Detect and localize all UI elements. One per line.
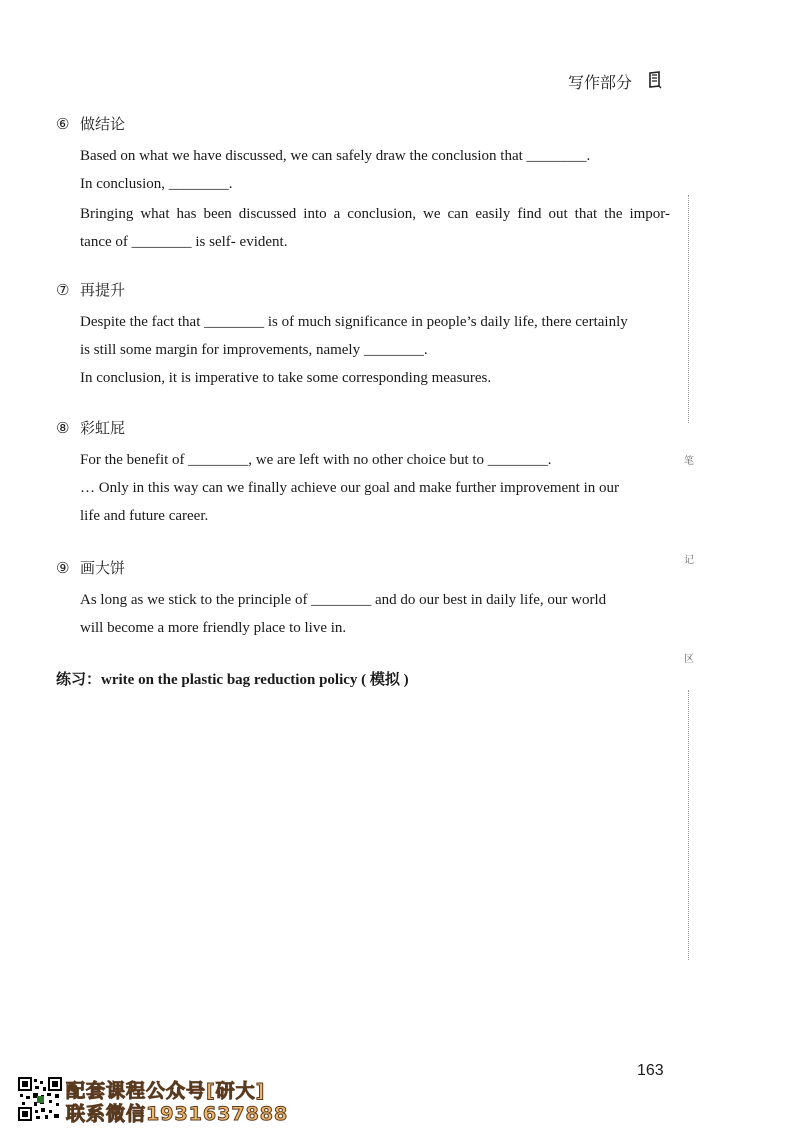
template-sentence: In conclusion, it is imperative to take some corresponding measures. — [80, 370, 492, 386]
template-sentence: is still some margin for improvements, namely ________. — [80, 342, 428, 358]
notes-label-bi: 笔 — [684, 456, 694, 467]
practice-tag: 模拟 — [369, 670, 400, 688]
section-heading — [56, 278, 670, 302]
section-title: 做结论 — [80, 115, 126, 133]
notes-label-qu: 区 — [684, 654, 694, 665]
section-vision — [56, 556, 670, 642]
practice-label: 练习： — [56, 670, 102, 688]
template-sentence: As long as we stick to the principle of ________ and do our best in daily life, our world — [80, 592, 607, 608]
promo-course-text: 配套课程公众号[研大] — [66, 1080, 266, 1102]
section-number: ⑨ — [56, 559, 70, 577]
section-title: 再提升 — [80, 281, 126, 299]
section-number: ⑧ — [56, 419, 70, 437]
template-sentence: Based on what we have discussed, we can safely draw the conclusion that ________. — [80, 148, 591, 164]
template-sentence: … Only in this way can we finally achieve our goal and make further improvement in our — [80, 480, 620, 496]
section-number: ⑥ — [56, 115, 70, 133]
promo-wechat-text: 联系微信1931637888 — [66, 1103, 289, 1125]
template-sentence: tance of ________ is self- evident. — [80, 234, 288, 250]
section-number: ⑦ — [56, 281, 70, 299]
book-icon — [648, 71, 662, 89]
section-improvement — [56, 278, 670, 392]
section-praise — [56, 416, 670, 530]
practice-prompt — [56, 668, 409, 689]
template-sentence: Despite the fact that ________ is of much significance in people’s daily life, there certainly — [80, 314, 628, 330]
section-title: 画大饼 — [80, 559, 126, 577]
practice-text: write on the plastic bag reduction policy ( — [101, 672, 367, 688]
template-sentence: Bringing what has been discussed into a conclusion, we can easily find out that the impor- — [80, 206, 670, 222]
template-sentence: In conclusion, ________. — [80, 176, 233, 192]
header-title: 写作部分 — [567, 73, 632, 92]
notes-divider-top — [688, 195, 689, 423]
notes-label-ji: 记 — [684, 555, 694, 566]
section-heading — [56, 556, 670, 580]
section-title: 彩虹屁 — [80, 419, 126, 437]
template-sentence: will become a more friendly place to live in. — [80, 620, 347, 636]
template-sentence: life and future career. — [80, 508, 209, 524]
section-heading — [56, 112, 670, 136]
section-heading — [56, 416, 670, 440]
page-number: 163 — [637, 1062, 664, 1079]
qr-code-icon — [18, 1077, 62, 1121]
section-conclusion — [56, 112, 670, 256]
practice-close: ) — [403, 672, 409, 688]
notes-divider-bottom — [688, 690, 689, 960]
template-sentence: For the benefit of ________, we are left with no other choice but to ________. — [80, 452, 552, 468]
